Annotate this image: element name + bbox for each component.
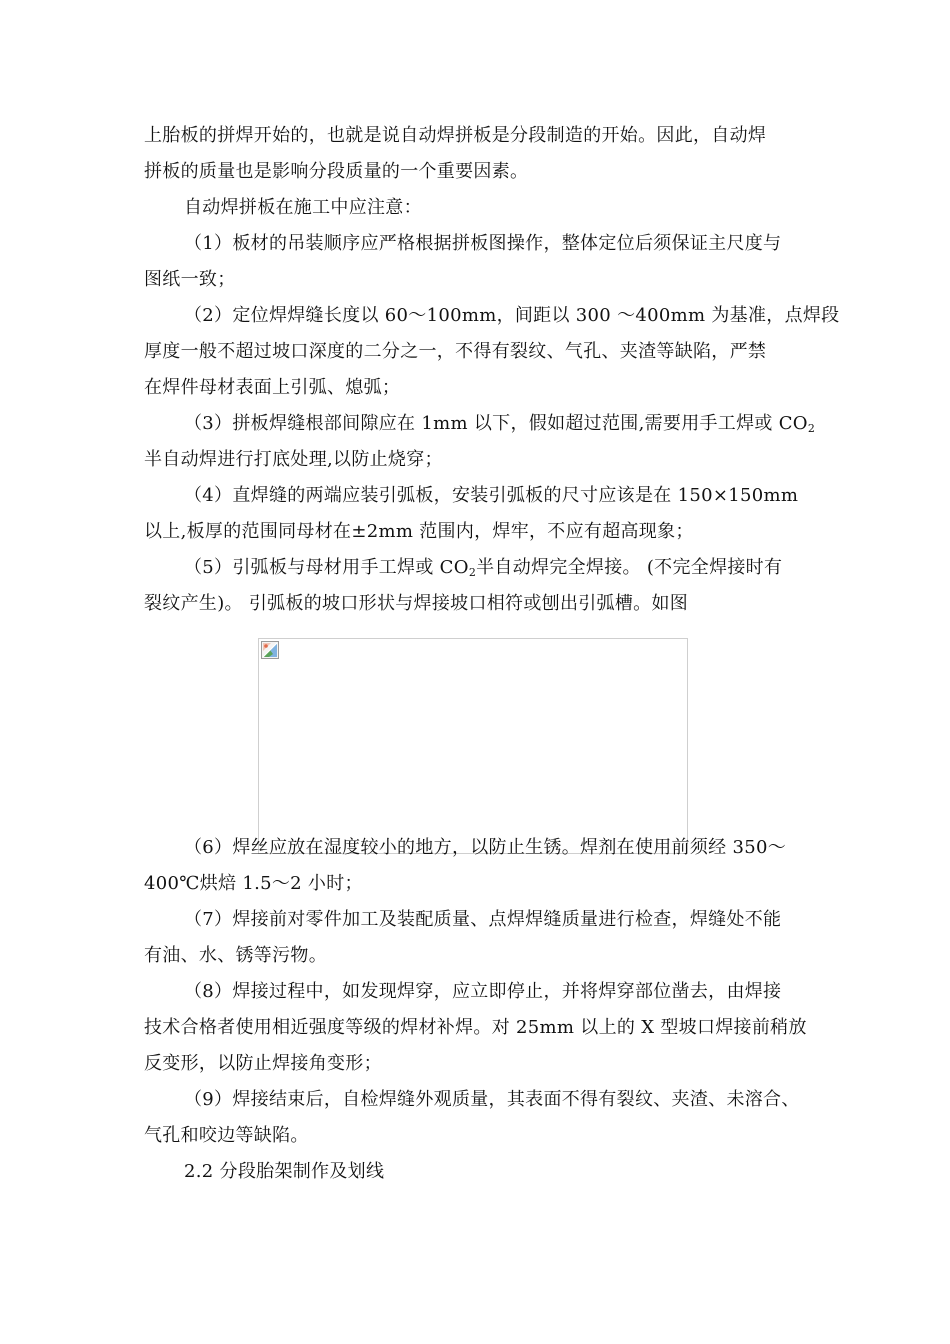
section-heading: 2.2 分段胎架制作及划线 <box>184 1161 385 1182</box>
text-line: 厚度一般不超过坡口深度的二分之一，不得有裂纹、气孔、夹渣等缺陷，严禁 <box>144 341 767 362</box>
text-line: 气孔和咬边等缺陷。 <box>144 1125 309 1146</box>
subscript: 2 <box>807 422 816 435</box>
text-line: （2）定位焊焊缝长度以 60～100mm，间距以 300 ～400mm 为基准，点焊段 <box>184 305 840 326</box>
list-item-3 <box>144 406 814 478</box>
text-line: 技术合格者使用相近强度等级的焊材补焊。对 25mm 以上的 X 型坡口焊接前稍放 <box>144 1017 807 1038</box>
list-item-2 <box>144 298 840 406</box>
list-item-6 <box>144 830 814 902</box>
text-line: 上胎板的拼焊开始的，也就是说自动焊拼板是分段制造的开始。因此，自动焊 <box>144 125 767 146</box>
text-line: （4）直焊缝的两端应装引弧板，安装引弧板的尺寸应该是在 150×150mm <box>184 485 799 506</box>
list-item-8 <box>144 974 814 1082</box>
text-line: 裂纹产生)。 引弧板的坡口形状与焊接坡口相符或刨出引弧槽。如图 <box>144 593 689 614</box>
text-line: 在焊件母材表面上引弧、熄弧； <box>144 377 401 398</box>
text-line: 有油、水、锈等污物。 <box>144 945 327 966</box>
text-line: 400℃烘焙 1.5～2 小时； <box>144 873 363 894</box>
list-item-1 <box>144 226 814 298</box>
paragraph-intro <box>144 118 814 190</box>
text-line: 以上,板厚的范围同母材在±2mm 范围内，焊牢，不应有超高现象； <box>144 521 694 542</box>
text-line: （7）焊接前对零件加工及装配质量、点焊焊缝质量进行检查，焊缝处不能 <box>184 909 782 930</box>
text-line: 拼板的质量也是影响分段质量的一个重要因素。 <box>144 161 529 182</box>
subscript: 2 <box>468 566 477 579</box>
list-item-5 <box>144 550 814 622</box>
text-segment: 半自动焊完全焊接。 (不完全焊接时有 <box>476 557 783 578</box>
text-segment: （3）拼板焊缝根部间隙应在 1mm 以下，假如超过范围,需要用手工焊或 CO <box>184 413 808 434</box>
text-line: （8）焊接过程中，如发现焊穿，应立即停止，并将焊穿部位凿去，由焊接 <box>184 981 782 1002</box>
list-item-7 <box>144 902 814 974</box>
text-line: 反变形，以防止焊接角变形； <box>144 1053 382 1074</box>
text-line <box>144 550 814 586</box>
broken-image-icon <box>261 641 279 659</box>
text-line: 图纸一致； <box>144 269 236 290</box>
figure-placeholder <box>258 638 688 854</box>
text-line: （9）焊接结束后，自检焊缝外观质量，其表面不得有裂纹、夹渣、未溶合、 <box>184 1089 800 1110</box>
text-line: （1）板材的吊装顺序应严格根据拼板图操作，整体定位后须保证主尺度与 <box>184 233 782 254</box>
text-segment: （5）引弧板与母材用手工焊或 CO <box>184 557 469 578</box>
text-line <box>144 406 814 442</box>
text-line: （6）焊丝应放在湿度较小的地方，以防止生锈。焊剂在使用前须经 350～ <box>184 837 787 858</box>
text-line: 半自动焊进行打底处理,以防止烧穿； <box>144 449 443 470</box>
text-line: 自动焊拼板在施工中应注意： <box>184 197 422 218</box>
list-item-4 <box>144 478 814 550</box>
paragraph-notes-intro <box>144 190 814 226</box>
list-item-9 <box>144 1082 814 1154</box>
